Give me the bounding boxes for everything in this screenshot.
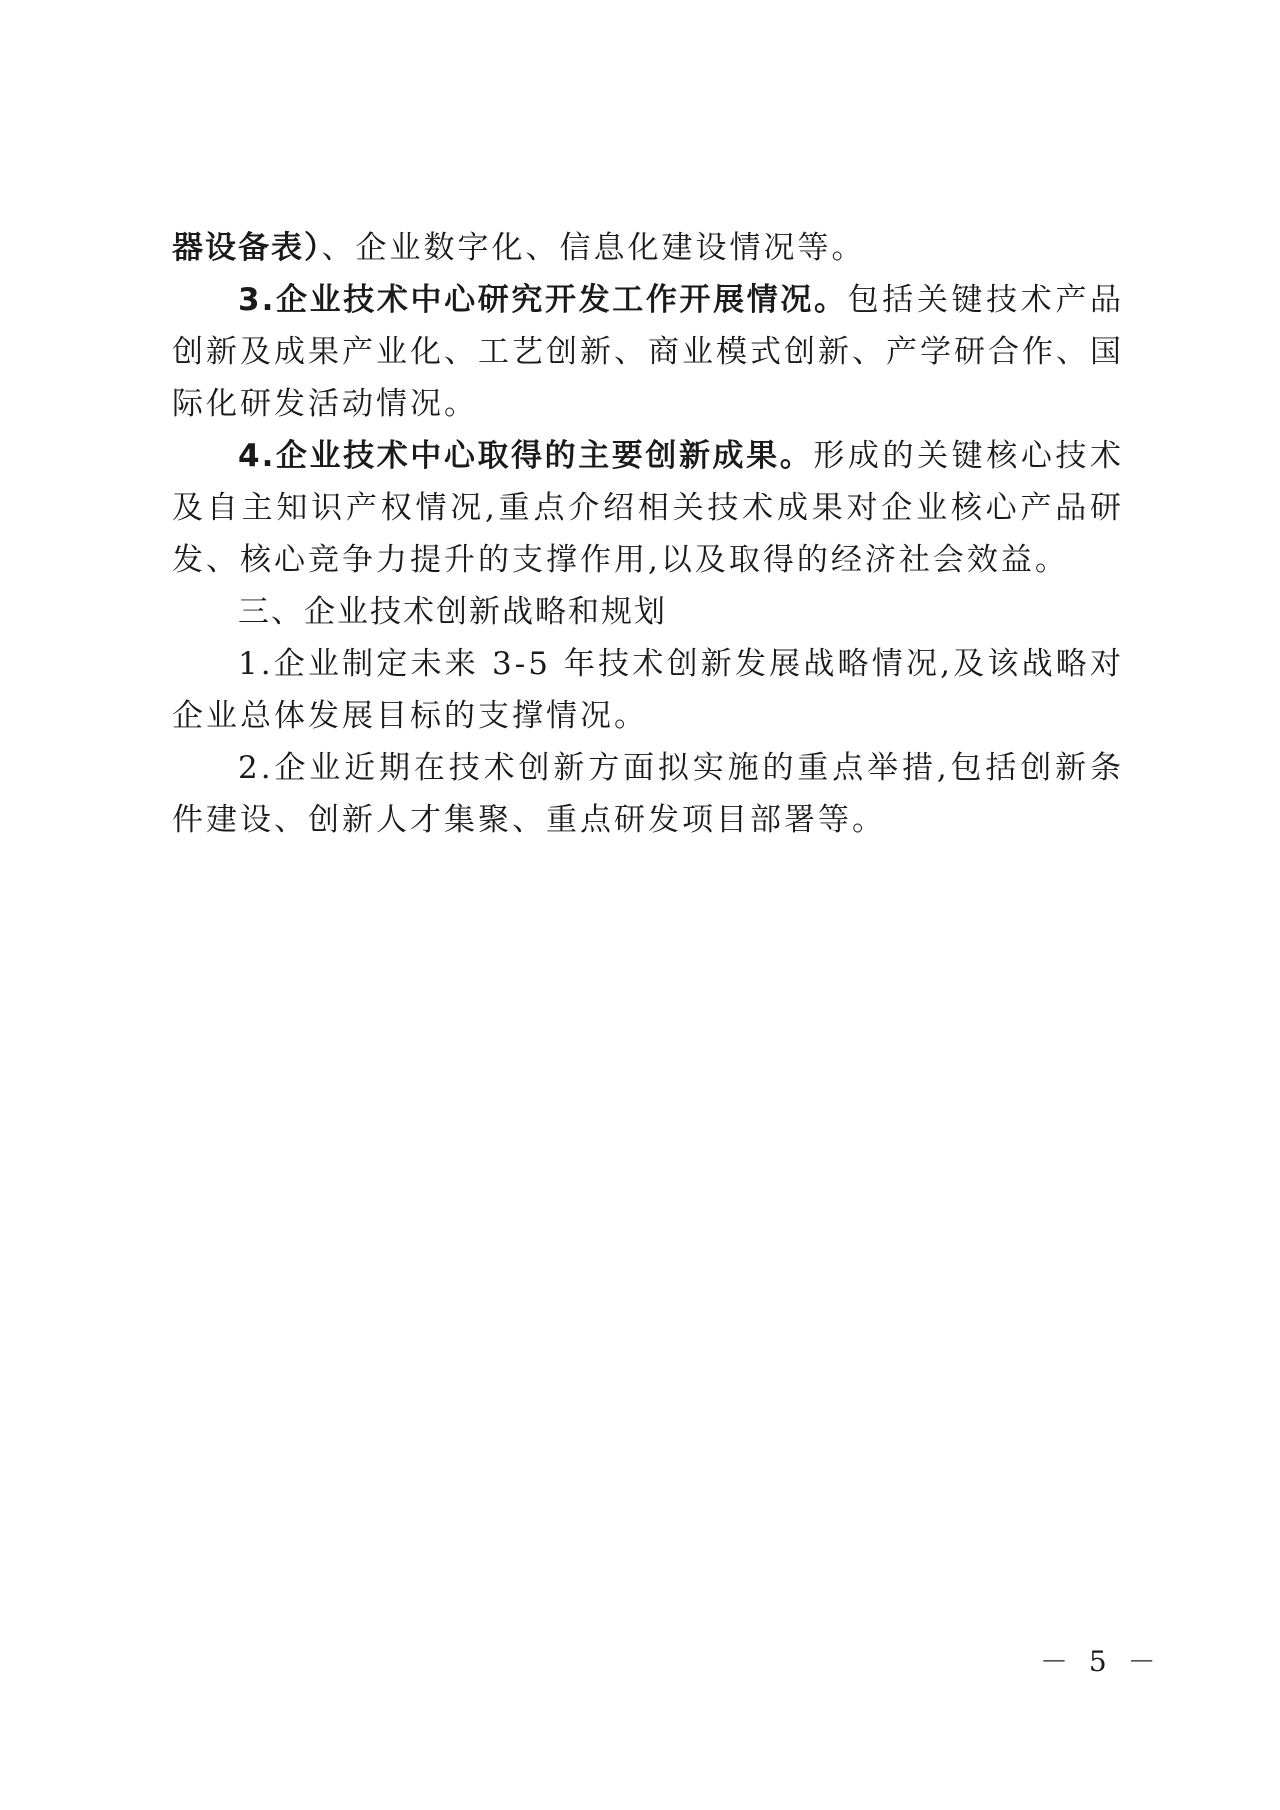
paragraph-item-4 bbox=[172, 430, 1124, 586]
paragraph-bold-lead: 4.企业技术中心取得的主要创新成果。 bbox=[238, 438, 814, 474]
paragraph-text: 、企业数字化、信息化建设情况等。 bbox=[321, 230, 866, 266]
section-heading: 三、企业技术创新战略和规划 bbox=[238, 594, 667, 630]
page-number: － 5 － bbox=[1040, 1645, 1162, 1678]
paragraph-continuation bbox=[172, 222, 1124, 274]
paragraph-text: 形成的关键核心技术及自主知识产权情况,重点介绍相关技术成果对企业核心产品研发、核心竞争力提升的支撑作用,以及取得的经济社会效益。 bbox=[172, 438, 1124, 578]
list-item-2: 2.企业近期在技术创新方面拟实施的重点举措,包括创新条件建设、创新人才集聚、重点研发项目部署等。 bbox=[172, 750, 1124, 838]
paragraph-bold-lead: 3.企业技术中心研究开发工作开展情况。 bbox=[238, 282, 848, 318]
document-body bbox=[172, 222, 1124, 846]
paragraph-text: 包括关键技术产品创新及成果产业化、工艺创新、商业模式创新、产学研合作、国际化研发活动情况。 bbox=[172, 282, 1124, 422]
paragraph-item-3 bbox=[172, 274, 1124, 430]
paragraph-bold-lead: 器设备表） bbox=[172, 230, 322, 266]
list-item-1: 1.企业制定未来 3-5 年技术创新发展战略情况,及该战略对企业总体发展目标的支撑情况。 bbox=[172, 646, 1124, 734]
